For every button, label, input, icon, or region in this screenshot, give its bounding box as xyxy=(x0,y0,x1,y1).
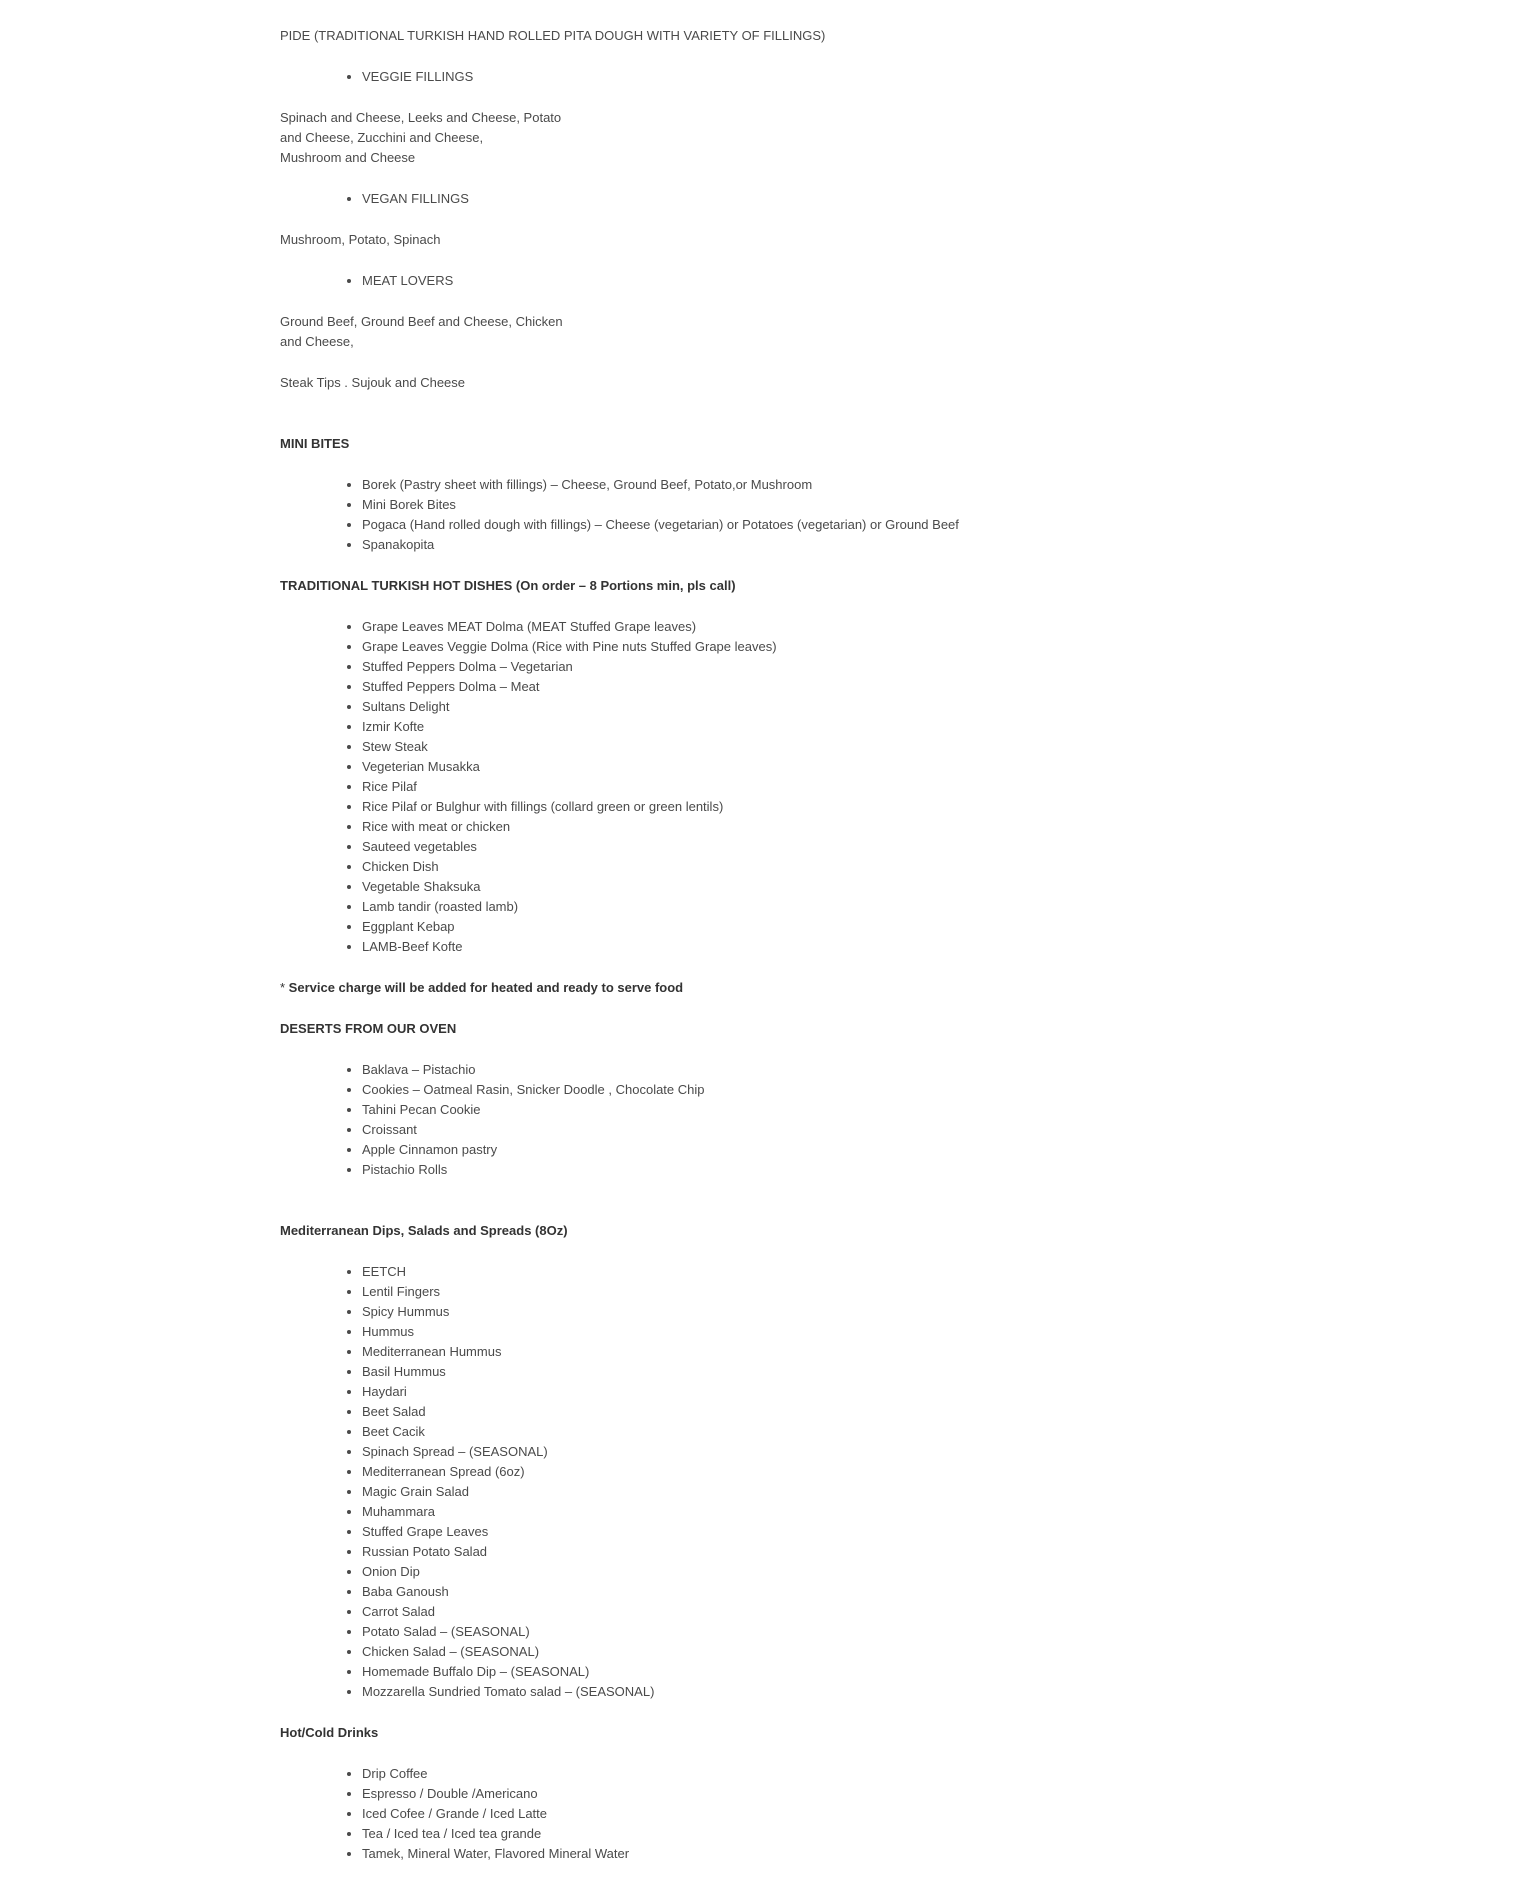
list-item: • Stuffed Peppers Dolma – Meat xyxy=(362,677,1280,697)
spacer xyxy=(280,1201,1280,1221)
list-item: • Mini Borek Bites xyxy=(362,495,1280,515)
vegan-fillings-label: • VEGAN FILLINGS xyxy=(362,189,1280,209)
deserts-title: DESERTS FROM OUR OVEN xyxy=(280,1021,457,1036)
vegan-fillings-text: Mushroom, Potato, Spinach xyxy=(280,232,441,247)
list-item: • Espresso / Double /Americano xyxy=(362,1784,1280,1804)
vegan-fillings-list xyxy=(280,189,1280,209)
list-item: • Vegeterian Musakka xyxy=(362,757,1280,777)
veggie-fillings-text xyxy=(280,108,1280,168)
note-star: * xyxy=(280,980,289,995)
list-item: • Sultans Delight xyxy=(362,697,1280,717)
meat-lovers-extra: Steak Tips . Sujouk and Cheese xyxy=(280,375,466,390)
list-item: • Stew Steak xyxy=(362,737,1280,757)
veggie-fillings-list xyxy=(280,67,1280,87)
list-item: • Spinach Spread – (SEASONAL) xyxy=(362,1442,1280,1462)
list-item: • Mozzarella Sundried Tomato salad – (SEASONAL) xyxy=(362,1682,1280,1702)
list-item: • Iced Cofee / Grande / Iced Latte xyxy=(362,1804,1280,1824)
list-item: • Drip Coffee xyxy=(362,1764,1280,1784)
list-item: • Baklava – Pistachio xyxy=(362,1060,1280,1080)
mini-bites-title: MINI BITES xyxy=(280,436,350,451)
list-item: • Baba Ganoush xyxy=(362,1582,1280,1602)
note-text: Service charge will be added for heated and ready to serve food xyxy=(288,980,684,995)
meat-line: and Cheese, xyxy=(280,334,354,349)
list-item: • Spicy Hummus xyxy=(362,1302,1280,1322)
list-item: • Tea / Iced tea / Iced tea grande xyxy=(362,1824,1280,1844)
service-charge-note xyxy=(280,978,1280,998)
list-item: • Beet Cacik xyxy=(362,1422,1280,1442)
list-item: • Russian Potato Salad xyxy=(362,1542,1280,1562)
menu-document xyxy=(280,26,1280,1885)
dips-title: Mediterranean Dips, Salads and Spreads (8Oz) xyxy=(280,1223,568,1238)
list-item: • Onion Dip xyxy=(362,1562,1280,1582)
list-item: • Rice Pilaf xyxy=(362,777,1280,797)
hot-dishes-title: TRADITIONAL TURKISH HOT DISHES (On order – 8 Portions min, pls call) xyxy=(280,578,736,593)
list-item: • Lentil Fingers xyxy=(362,1282,1280,1302)
list-item: • Beet Salad xyxy=(362,1402,1280,1422)
meat-line: Ground Beef, Ground Beef and Cheese, Chicken xyxy=(280,314,563,329)
list-item: • Carrot Salad xyxy=(362,1602,1280,1622)
list-item: • Vegetable Shaksuka xyxy=(362,877,1280,897)
list-item: • Grape Leaves MEAT Dolma (MEAT Stuffed Grape leaves) xyxy=(362,617,1280,637)
meat-lovers-label: • MEAT LOVERS xyxy=(362,271,1280,291)
list-item: • Stuffed Grape Leaves xyxy=(362,1522,1280,1542)
list-item: • Cookies – Oatmeal Rasin, Snicker Doodle , Chocolate Chip xyxy=(362,1080,1280,1100)
list-item: • Tamek, Mineral Water, Flavored Mineral Water xyxy=(362,1844,1280,1864)
list-item: • Pogaca (Hand rolled dough with fillings) – Cheese (vegetarian) or Potatoes (vegetarian) or Ground Beef xyxy=(362,515,1280,535)
veggie-line: Mushroom and Cheese xyxy=(280,150,416,165)
list-item: • Eggplant Kebap xyxy=(362,917,1280,937)
list-item: • Croissant xyxy=(362,1120,1280,1140)
list-item: • Magic Grain Salad xyxy=(362,1482,1280,1502)
meat-lovers-list xyxy=(280,271,1280,291)
list-item: • Rice with meat or chicken xyxy=(362,817,1280,837)
list-item: • Sauteed vegetables xyxy=(362,837,1280,857)
list-item: • Lamb tandir (roasted lamb) xyxy=(362,897,1280,917)
list-item: • Chicken Salad – (SEASONAL) xyxy=(362,1642,1280,1662)
list-item: • Mediterranean Spread (6oz) xyxy=(362,1462,1280,1482)
list-item: • Spanakopita xyxy=(362,535,1280,555)
list-item: • Apple Cinnamon pastry xyxy=(362,1140,1280,1160)
mini-bites-list xyxy=(280,475,1280,555)
list-item: • Rice Pilaf or Bulghur with fillings (collard green or green lentils) xyxy=(362,797,1280,817)
list-item: • LAMB-Beef Kofte xyxy=(362,937,1280,957)
list-item: • Basil Hummus xyxy=(362,1362,1280,1382)
veggie-line: and Cheese, Zucchini and Cheese, xyxy=(280,130,484,145)
list-item: • Mediterranean Hummus xyxy=(362,1342,1280,1362)
meat-lovers-text xyxy=(280,312,1280,352)
list-item: • Hummus xyxy=(362,1322,1280,1342)
drinks-list xyxy=(280,1764,1280,1864)
list-item: • Muhammara xyxy=(362,1502,1280,1522)
veggie-line: Spinach and Cheese, Leeks and Cheese, Potato xyxy=(280,110,562,125)
list-item: • Pistachio Rolls xyxy=(362,1160,1280,1180)
deserts-list xyxy=(280,1060,1280,1180)
list-item: • Homemade Buffalo Dip – (SEASONAL) xyxy=(362,1662,1280,1682)
list-item: • Izmir Kofte xyxy=(362,717,1280,737)
list-item: • Potato Salad – (SEASONAL) xyxy=(362,1622,1280,1642)
veggie-fillings-label: • VEGGIE FILLINGS xyxy=(362,67,1280,87)
pide-title: PIDE (TRADITIONAL TURKISH HAND ROLLED PITA DOUGH WITH VARIETY OF FILLINGS) xyxy=(280,28,826,43)
list-item: • Haydari xyxy=(362,1382,1280,1402)
list-item: • Grape Leaves Veggie Dolma (Rice with Pine nuts Stuffed Grape leaves) xyxy=(362,637,1280,657)
list-item: • Borek (Pastry sheet with fillings) – Cheese, Ground Beef, Potato,or Mushroom xyxy=(362,475,1280,495)
list-item: • Chicken Dish xyxy=(362,857,1280,877)
spacer xyxy=(280,414,1280,434)
list-item: • EETCH xyxy=(362,1262,1280,1282)
dips-list xyxy=(280,1262,1280,1702)
hot-dishes-list xyxy=(280,617,1280,957)
list-item: • Stuffed Peppers Dolma – Vegetarian xyxy=(362,657,1280,677)
drinks-title: Hot/Cold Drinks xyxy=(280,1725,379,1740)
list-item: • Tahini Pecan Cookie xyxy=(362,1100,1280,1120)
